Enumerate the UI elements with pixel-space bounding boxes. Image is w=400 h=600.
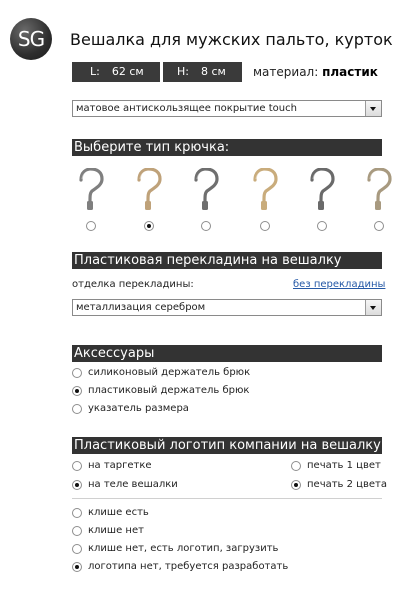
logo-placement-label: на теле вешалки [88, 479, 178, 490]
logo-print-label: печать 2 цвета [307, 479, 387, 490]
hook-gold-icon[interactable] [248, 168, 282, 212]
cliche-option-label: логотипа нет, требуется разработать [88, 561, 289, 572]
accessories-section-header: Аксессуары [72, 345, 382, 362]
chevron-down-icon[interactable] [365, 101, 381, 116]
accessory-option-label: силиконовый держатель брюк [88, 367, 251, 378]
crossbar-section-header: Пластиковая перекладина на вешалку [72, 252, 382, 269]
page-title: Вешалка для мужских пальто, курток [70, 30, 393, 49]
material-value: пластик [322, 65, 378, 79]
no-crossbar-link[interactable]: без перекладины [293, 279, 386, 290]
logo-placement-radio[interactable] [72, 480, 82, 490]
logo-placement-radio[interactable] [72, 461, 82, 471]
chevron-down-icon[interactable] [365, 300, 381, 315]
brand-logo: SG [10, 18, 52, 60]
logo-print-label: печать 1 цвет [307, 460, 381, 471]
logo-print-radio[interactable] [291, 461, 301, 471]
length-value: 62 см [111, 65, 144, 78]
accessory-option-radio[interactable] [72, 404, 82, 414]
cliche-option-label: клише нет [88, 525, 144, 536]
cliche-option-radio[interactable] [72, 544, 82, 554]
length-badge [72, 62, 160, 82]
accessory-option-radio[interactable] [72, 368, 82, 378]
material-label: материал: [253, 65, 319, 79]
length-label: L: [90, 65, 100, 78]
coating-select[interactable] [72, 100, 382, 117]
hook-radio[interactable] [86, 221, 96, 231]
cliche-option-radio[interactable] [72, 526, 82, 536]
crossbar-finish-select[interactable] [72, 299, 382, 316]
accessory-option-label: указатель размера [88, 403, 189, 414]
hook-radio[interactable] [317, 221, 327, 231]
hook-chrome-icon[interactable] [305, 168, 339, 212]
hook-chrome-icon[interactable] [74, 168, 108, 212]
cliche-option-label: клише нет, есть логотип, загрузить [88, 543, 279, 554]
height-badge [163, 62, 242, 82]
cliche-option-label: клише есть [88, 507, 149, 518]
accessory-option-label: пластиковый держатель брюк [88, 385, 250, 396]
cliche-option-radio[interactable] [72, 562, 82, 572]
hook-radio[interactable] [144, 221, 154, 231]
hook-bronze-icon[interactable] [362, 168, 396, 212]
section-divider [72, 498, 382, 499]
hook-gold-icon[interactable] [132, 168, 166, 212]
crossbar-finish-value: металлизация серебром [76, 302, 206, 313]
hook-radio[interactable] [201, 221, 211, 231]
material-info [253, 65, 378, 79]
hook-chrome-icon[interactable] [189, 168, 223, 212]
crossbar-finish-label: отделка перекладины: [72, 279, 194, 290]
coating-select-value: матовое антискользящее покрытие touch [76, 103, 297, 114]
logo-placement-label: на таргетке [88, 460, 152, 471]
height-label: H: [177, 65, 189, 78]
logo-section-header: Пластиковый логотип компании на вешалку [74, 438, 381, 453]
hook-section-header: Выберите тип крючка: [72, 139, 382, 156]
accessory-option-radio[interactable] [72, 386, 82, 396]
cliche-option-radio[interactable] [72, 508, 82, 518]
hook-radio[interactable] [374, 221, 384, 231]
hook-radio[interactable] [260, 221, 270, 231]
logo-print-radio[interactable] [291, 480, 301, 490]
height-value: 8 см [200, 65, 226, 78]
